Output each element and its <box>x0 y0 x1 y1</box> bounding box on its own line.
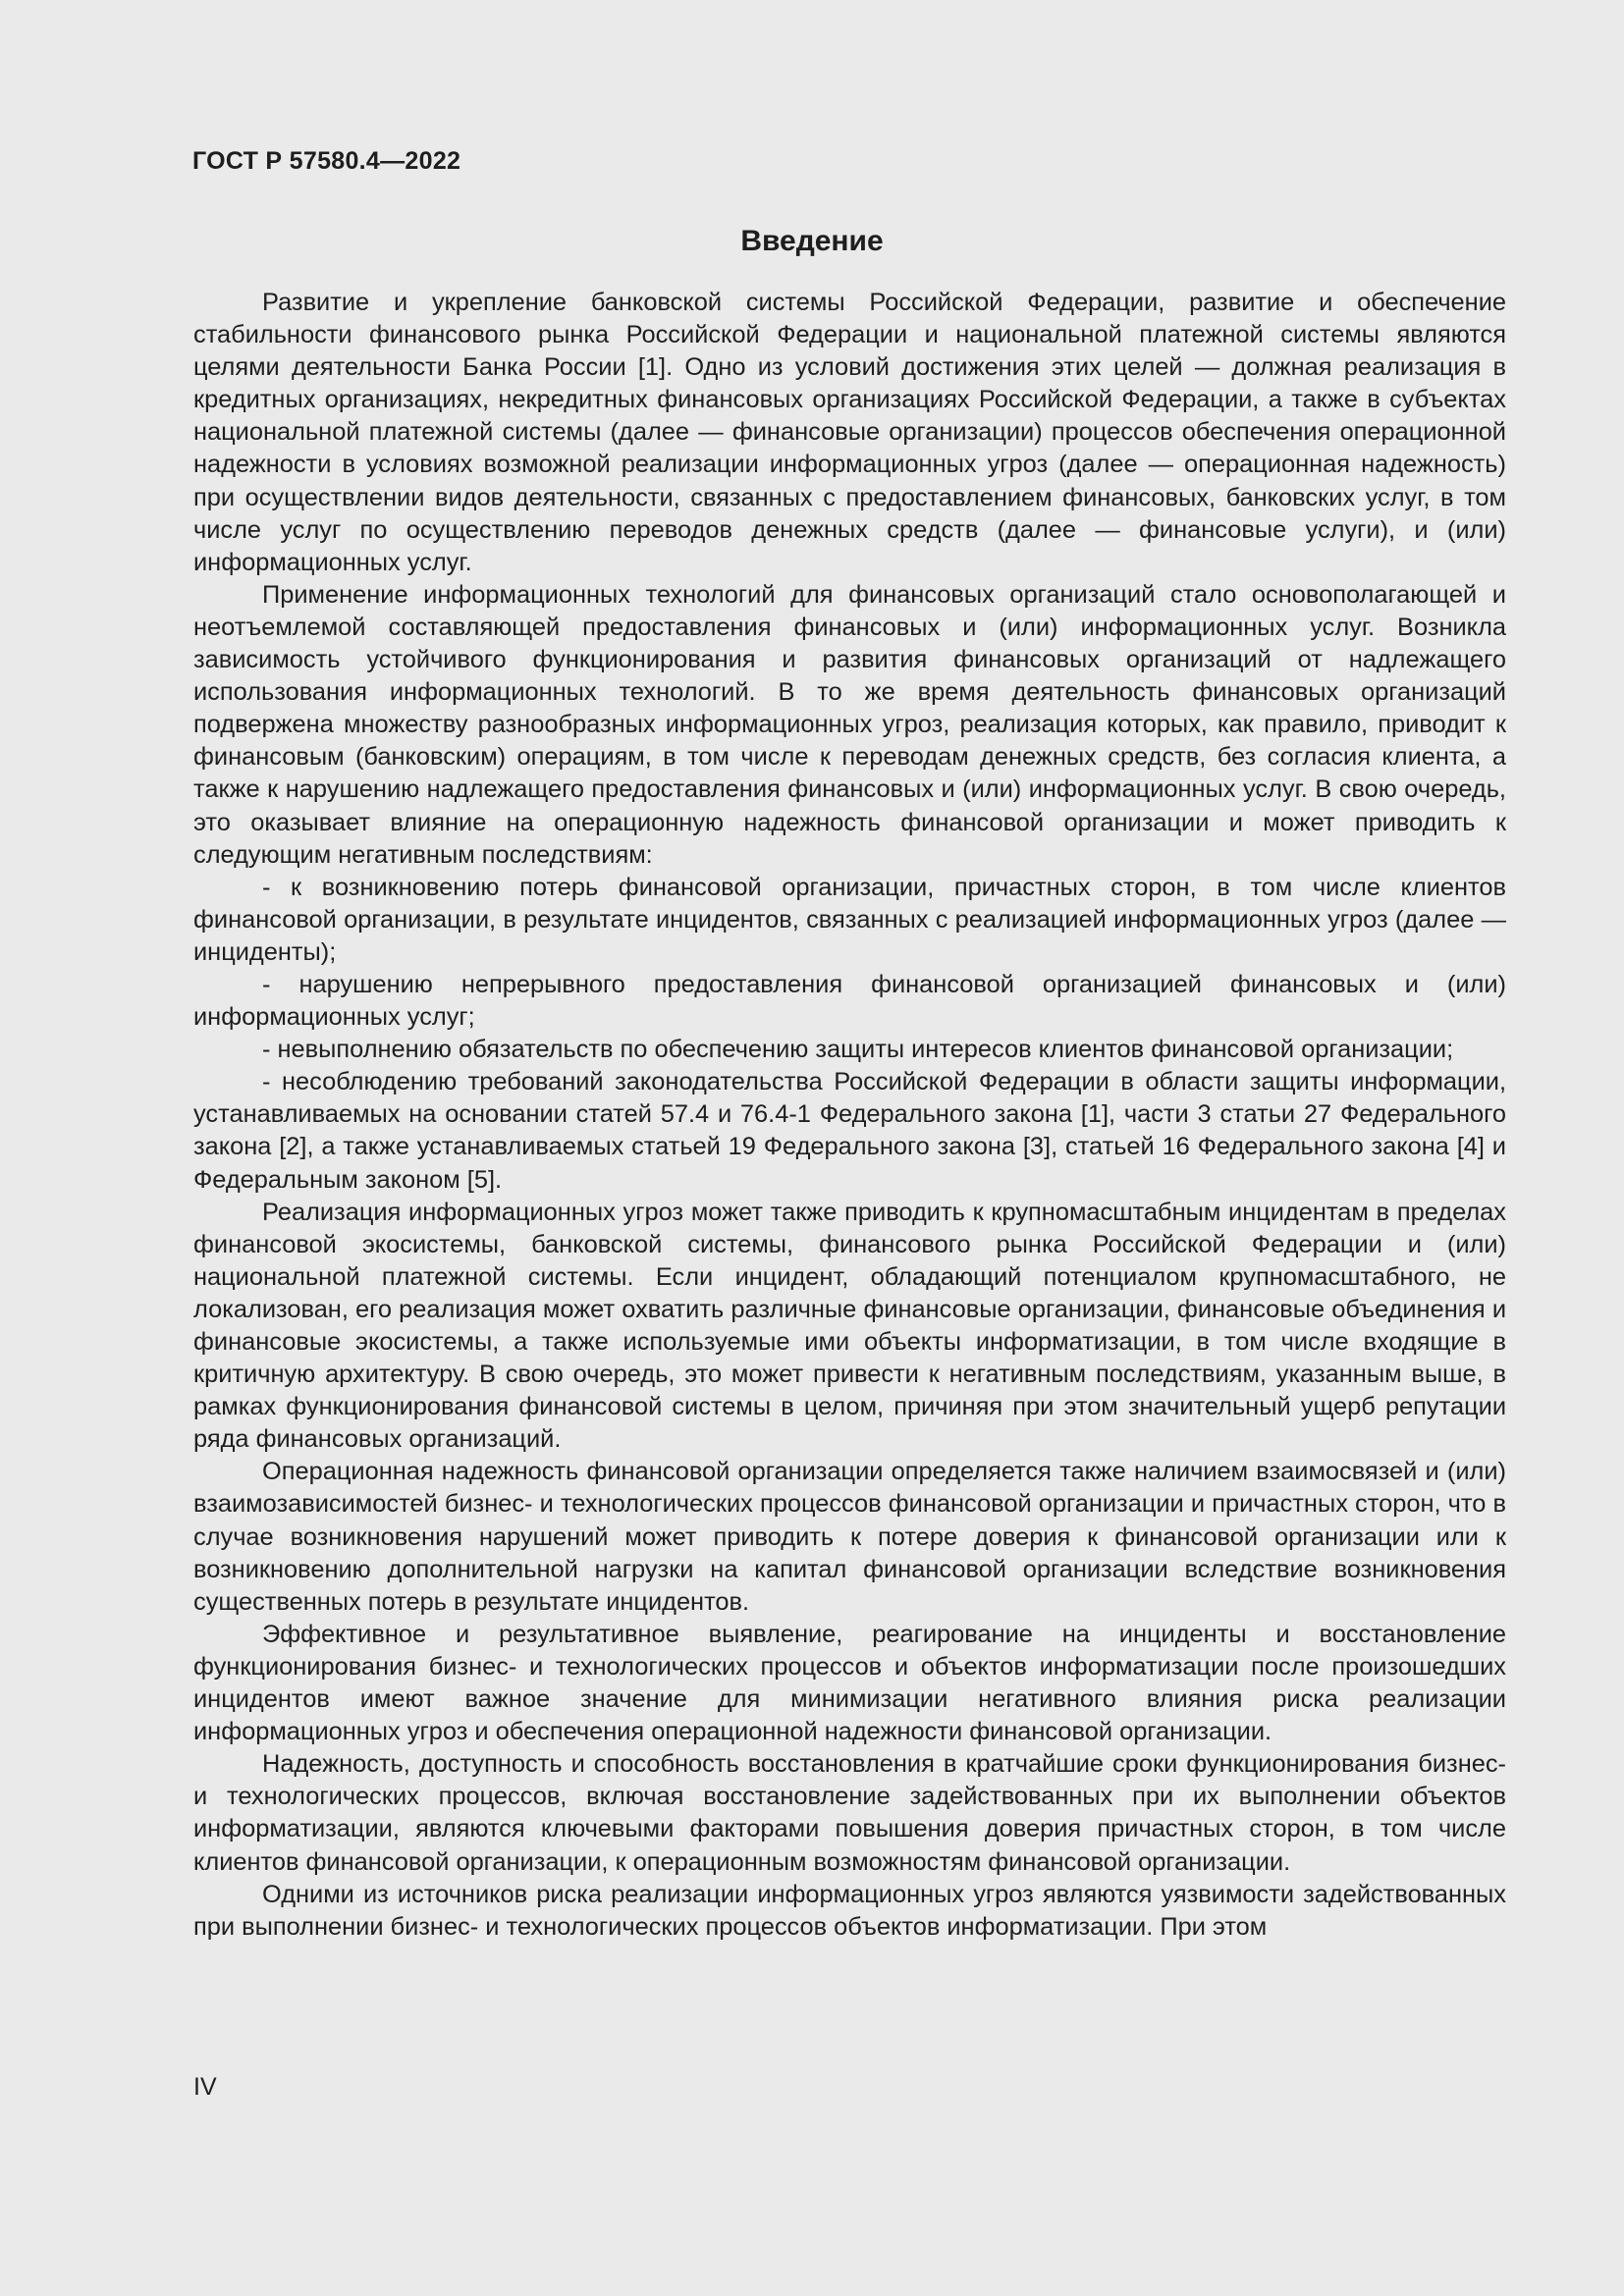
list-item: - невыполнению обязательств по обеспечению защиты интересов клиентов финансовой организации; <box>262 1036 1454 1064</box>
page-number: IV <box>193 2073 217 2101</box>
paragraph: Одними из источников риска реализации информационных угроз являются уязвимости задействованных при выполнении бизнес- и технологических процессов объектов информатизации. При этом <box>193 1880 1506 1941</box>
document-header: ГОСТ Р 57580.4—2022 <box>192 147 461 175</box>
section-title: Введение <box>740 225 884 257</box>
paragraph: Реализация информационных угроз может также приводить к крупномасштабным инцидентам в пределах финансовой экосистемы, банковской системы, финансового рынка Российской Федерации и (или) национальной платежной системы. Если инцидент, обладающий потенциалом крупномасштабного, не локализован, его реализация может охватить различные финансовые организации, финансовые объединения и финансовые экосистемы, а также используемые ими объекты информатизации, в том числе входящие в критичную архитектуру. В свою очередь, это может привести к негативным последствиям, указанным выше, в рамках функционирования финансовой системы в целом, причиняя при этом значительный ущерб репутации ряда финансовых организаций. <box>193 1198 1506 1454</box>
paragraph: Применение информационных технологий для финансовых организаций стало основополагающей и неотъемлемой составляющей предоставления финансовых и (или) информационных услуг. Возникла зависимость устойчивого функционирования и развития финансовых организаций от надлежащего использования информационных технологий. В то же время деятельность финансовых организаций подвержена множеству разнообразных информационных угроз, реализация которых, как правило, приводит к финансовым (банковским) операциям, в том числе к переводам денежных средств, без согласия клиента, а также к нарушению надлежащего предоставления финансовых и (или) информационных услуг. В свою очередь, это оказывает влияние на операционную надежность финансовой организации и может приводить к следующим негативным последствиям: <box>193 580 1506 869</box>
paragraph: Эффективное и результативное выявление, реагирование на инциденты и восстановление функционирования бизнес- и технологических процессов и объектов информатизации после произошедших инцидентов имеют важное значение для минимизации негативного влияния риска реализации информационных угроз и обеспечения операционной надежности финансовой организации. <box>193 1620 1506 1746</box>
document-body <box>193 287 1506 1944</box>
paragraph: Развитие и укрепление банковской системы Российской Федерации, развитие и обеспечение стабильности финансового рынка Российской Федерации и национальной платежной системы являются целями деятельности Банка России [1]. Одно из условий достижения этих целей — должная реализация в кредитных организациях, некредитных финансовых организациях Российской Федерации, а также в субъектах национальной платежной системы (далее — финансовые организации) процессов обеспечения операционной надежности в условиях возможной реализации информационных угроз (далее — операционная надежность) при осуществлении видов деятельности, связанных с предоставлением финансовых, банковских услуг, в том числе услуг по осуществлению переводов денежных средств (далее — финансовые услуги), и (или) информационных услуг. <box>193 289 1506 576</box>
paragraph: Надежность, доступность и способность восстановления в кратчайшие сроки функционирования бизнес- и технологических процессов, включая восстановление задействованных при их выполнении объектов информатизации, являются ключевыми факторами повышения доверия причастных сторон, в том числе клиентов финансовой организации, к операционным возможностям финансовой организации. <box>193 1750 1506 1876</box>
paragraph: Операционная надежность финансовой организации определяется также наличием взаимосвязей и (или) взаимозависимостей бизнес- и технологических процессов финансовой организации и причастных сторон, что в случае возникновения нарушений может приводить к потере доверия к финансовой организации или к возникновению дополнительной нагрузки на капитал финансовой организации вследствие возникновения существенных потерь в результате инцидентов. <box>193 1458 1506 1616</box>
list-item: - нарушению непрерывного предоставления финансовой организацией финансовых и (или) информационных услуг; <box>193 970 1506 1032</box>
list-item: - к возникновению потерь финансовой организации, причастных сторон, в том числе клиентов финансовой организации, в результате инцидентов, связанных с реализацией информационных угроз (далее — инциденты); <box>193 873 1506 966</box>
list-item: - несоблюдению требований законодательства Российской Федерации в области защиты информации, устанавливаемых на основании статей 57.4 и 76.4-1 Федерального закона [1], части 3 статьи 27 Федерального закона [2], а также устанавливаемых статьей 19 Федерального закона [3], статьей 16 Федерального закона [4] и Федеральным законом [5]. <box>193 1068 1506 1194</box>
